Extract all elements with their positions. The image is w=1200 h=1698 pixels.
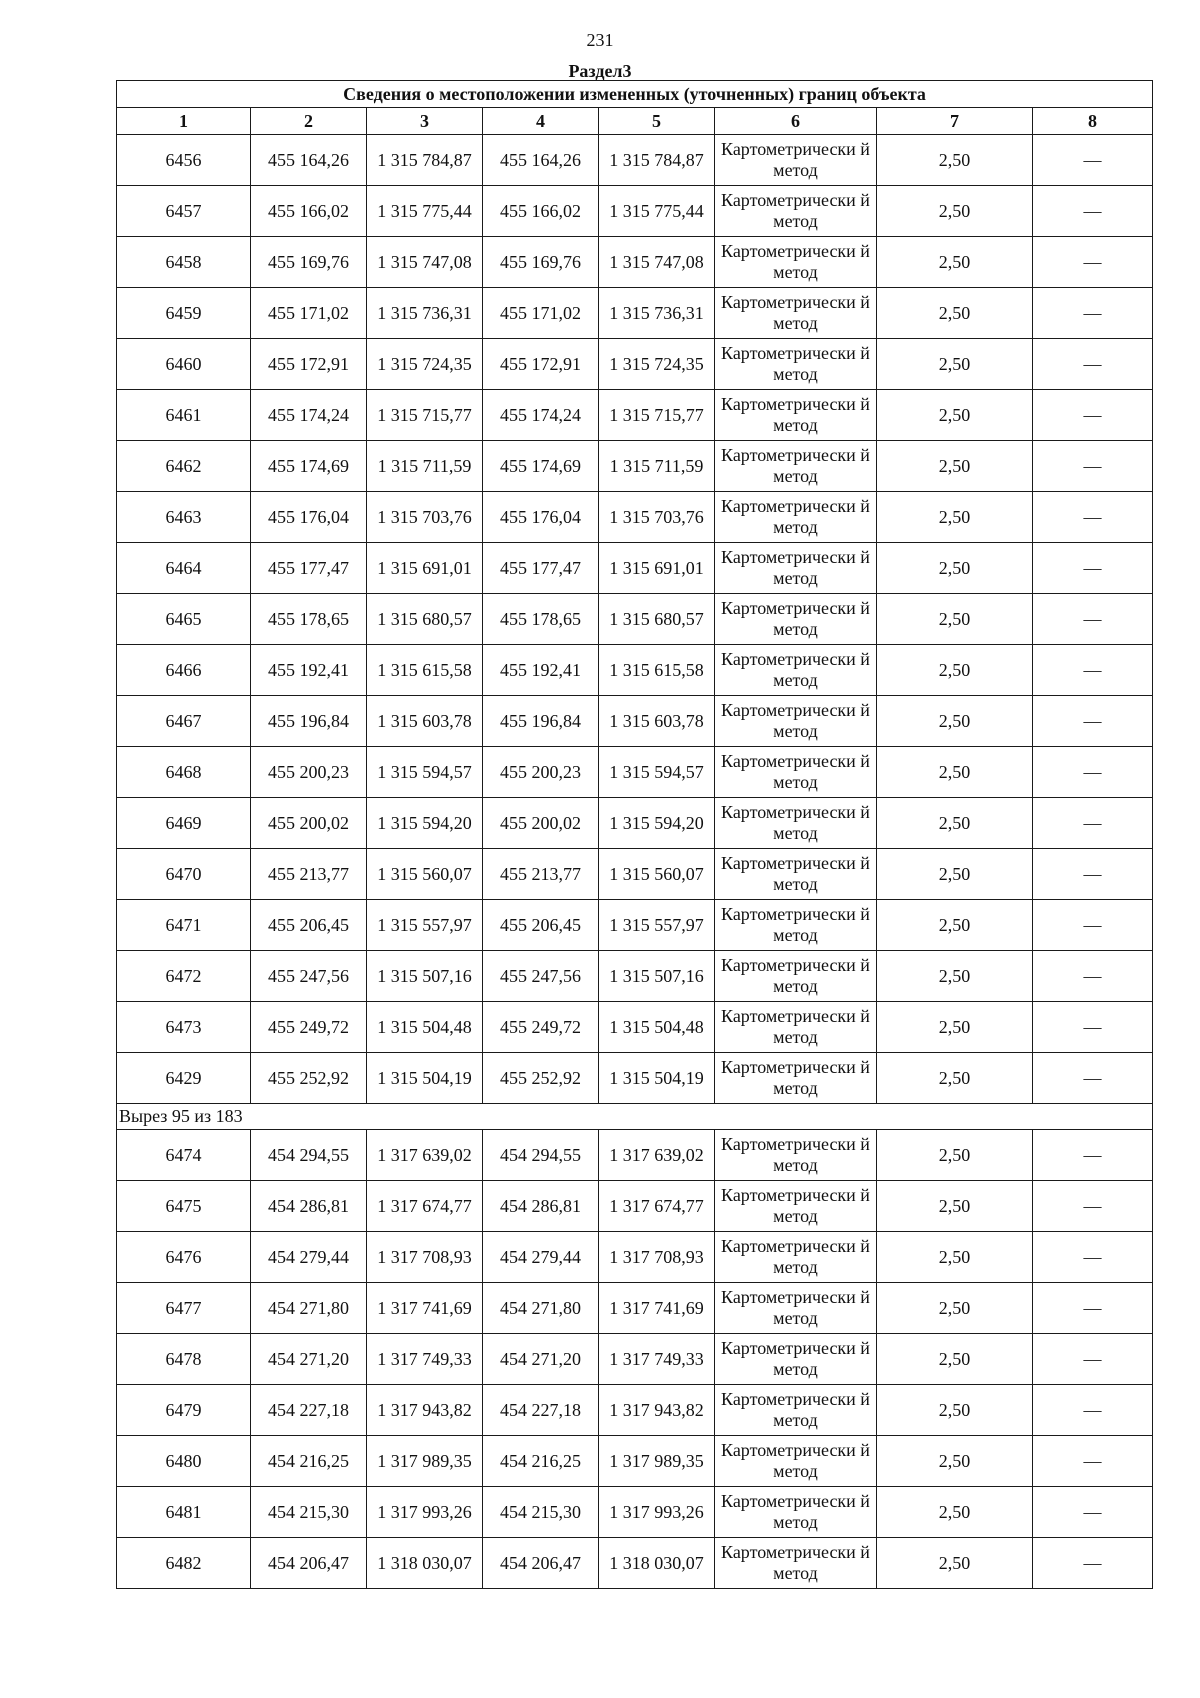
column-number-row	[117, 108, 1153, 135]
method-cell: Картометрически й метод	[715, 1130, 877, 1181]
table-row	[117, 1130, 1153, 1181]
y-new-cell: 1 315 680,57	[599, 594, 715, 645]
y-existing-cell: 1 315 615,58	[367, 645, 483, 696]
table-row	[117, 237, 1153, 288]
y-existing-cell: 1 315 691,01	[367, 543, 483, 594]
accuracy-cell: 2,50	[877, 288, 1033, 339]
y-existing-cell: 1 317 639,02	[367, 1130, 483, 1181]
table-row	[117, 951, 1153, 1002]
y-existing-cell: 1 315 557,97	[367, 900, 483, 951]
table-row	[117, 645, 1153, 696]
x-existing-cell: 455 200,23	[251, 747, 367, 798]
x-new-cell: 454 271,20	[483, 1334, 599, 1385]
method-cell: Картометрически й метод	[715, 135, 877, 186]
point-number-cell: 6462	[117, 441, 251, 492]
accuracy-cell: 2,50	[877, 1053, 1033, 1104]
y-existing-cell: 1 315 711,59	[367, 441, 483, 492]
x-existing-cell: 455 206,45	[251, 900, 367, 951]
y-new-cell: 1 317 708,93	[599, 1232, 715, 1283]
table-row	[117, 1232, 1153, 1283]
point-number-cell: 6461	[117, 390, 251, 441]
y-existing-cell: 1 315 775,44	[367, 186, 483, 237]
accuracy-cell: 2,50	[877, 1002, 1033, 1053]
point-number-cell: 6467	[117, 696, 251, 747]
x-new-cell: 455 178,65	[483, 594, 599, 645]
table-row	[117, 798, 1153, 849]
y-new-cell: 1 315 784,87	[599, 135, 715, 186]
y-new-cell: 1 315 560,07	[599, 849, 715, 900]
method-cell: Картометрически й метод	[715, 1436, 877, 1487]
y-new-cell: 1 317 943,82	[599, 1385, 715, 1436]
table-row	[117, 1487, 1153, 1538]
table-title: Сведения о местоположении измененных (уточненных) границ объекта	[117, 81, 1153, 108]
x-new-cell: 455 247,56	[483, 951, 599, 1002]
y-new-cell: 1 315 603,78	[599, 696, 715, 747]
column-number-7: 7	[877, 108, 1033, 135]
description-cell: —	[1033, 1487, 1153, 1538]
description-cell: —	[1033, 288, 1153, 339]
description-cell: —	[1033, 543, 1153, 594]
description-cell: —	[1033, 339, 1153, 390]
description-cell: —	[1033, 900, 1153, 951]
y-new-cell: 1 315 747,08	[599, 237, 715, 288]
y-new-cell: 1 315 504,48	[599, 1002, 715, 1053]
description-cell: —	[1033, 1053, 1153, 1104]
x-existing-cell: 455 213,77	[251, 849, 367, 900]
method-cell: Картометрически й метод	[715, 1385, 877, 1436]
x-existing-cell: 455 174,24	[251, 390, 367, 441]
table-row	[117, 492, 1153, 543]
y-new-cell: 1 317 674,77	[599, 1181, 715, 1232]
table-row	[117, 1002, 1153, 1053]
method-cell: Картометрически й метод	[715, 1181, 877, 1232]
y-existing-cell: 1 315 703,76	[367, 492, 483, 543]
description-cell: —	[1033, 135, 1153, 186]
table-row	[117, 1181, 1153, 1232]
x-new-cell: 454 286,81	[483, 1181, 599, 1232]
y-existing-cell: 1 315 736,31	[367, 288, 483, 339]
description-cell: —	[1033, 1181, 1153, 1232]
column-number-8: 8	[1033, 108, 1153, 135]
y-existing-cell: 1 315 680,57	[367, 594, 483, 645]
y-new-cell: 1 315 703,76	[599, 492, 715, 543]
x-existing-cell: 455 196,84	[251, 696, 367, 747]
column-number-2: 2	[251, 108, 367, 135]
description-cell: —	[1033, 645, 1153, 696]
point-number-cell: 6482	[117, 1538, 251, 1589]
point-number-cell: 6477	[117, 1283, 251, 1334]
y-existing-cell: 1 315 560,07	[367, 849, 483, 900]
method-cell: Картометрически й метод	[715, 798, 877, 849]
accuracy-cell: 2,50	[877, 798, 1033, 849]
description-cell: —	[1033, 390, 1153, 441]
point-number-cell: 6475	[117, 1181, 251, 1232]
x-new-cell: 455 172,91	[483, 339, 599, 390]
method-cell: Картометрически й метод	[715, 390, 877, 441]
x-new-cell: 455 196,84	[483, 696, 599, 747]
x-existing-cell: 454 215,30	[251, 1487, 367, 1538]
column-number-5: 5	[599, 108, 715, 135]
table-row	[117, 1283, 1153, 1334]
x-existing-cell: 455 171,02	[251, 288, 367, 339]
method-cell: Картометрически й метод	[715, 645, 877, 696]
point-number-cell: 6474	[117, 1130, 251, 1181]
table-row	[117, 288, 1153, 339]
y-new-cell: 1 315 615,58	[599, 645, 715, 696]
accuracy-cell: 2,50	[877, 951, 1033, 1002]
method-cell: Картометрически й метод	[715, 1487, 877, 1538]
accuracy-cell: 2,50	[877, 186, 1033, 237]
y-existing-cell: 1 315 504,48	[367, 1002, 483, 1053]
point-number-cell: 6469	[117, 798, 251, 849]
column-number-4: 4	[483, 108, 599, 135]
accuracy-cell: 2,50	[877, 645, 1033, 696]
point-number-cell: 6465	[117, 594, 251, 645]
method-cell: Картометрически й метод	[715, 1053, 877, 1104]
accuracy-cell: 2,50	[877, 1436, 1033, 1487]
accuracy-cell: 2,50	[877, 390, 1033, 441]
y-existing-cell: 1 315 594,57	[367, 747, 483, 798]
table-row	[117, 339, 1153, 390]
x-new-cell: 455 176,04	[483, 492, 599, 543]
table-body	[117, 135, 1153, 1589]
column-number-1: 1	[117, 108, 251, 135]
point-number-cell: 6479	[117, 1385, 251, 1436]
description-cell: —	[1033, 1436, 1153, 1487]
table-row	[117, 390, 1153, 441]
description-cell: —	[1033, 594, 1153, 645]
accuracy-cell: 2,50	[877, 135, 1033, 186]
method-cell: Картометрически й метод	[715, 186, 877, 237]
table-row	[117, 900, 1153, 951]
x-new-cell: 455 169,76	[483, 237, 599, 288]
x-existing-cell: 454 294,55	[251, 1130, 367, 1181]
point-number-cell: 6481	[117, 1487, 251, 1538]
point-number-cell: 6468	[117, 747, 251, 798]
y-new-cell: 1 315 504,19	[599, 1053, 715, 1104]
x-existing-cell: 455 177,47	[251, 543, 367, 594]
description-cell: —	[1033, 1385, 1153, 1436]
y-new-cell: 1 317 749,33	[599, 1334, 715, 1385]
column-number-3: 3	[367, 108, 483, 135]
y-existing-cell: 1 317 741,69	[367, 1283, 483, 1334]
point-number-cell: 6463	[117, 492, 251, 543]
column-number-6: 6	[715, 108, 877, 135]
accuracy-cell: 2,50	[877, 1130, 1033, 1181]
table-row	[117, 747, 1153, 798]
accuracy-cell: 2,50	[877, 237, 1033, 288]
group-label: Вырез 95 из 183	[117, 1104, 1153, 1130]
x-existing-cell: 455 247,56	[251, 951, 367, 1002]
y-new-cell: 1 315 724,35	[599, 339, 715, 390]
x-existing-cell: 454 271,80	[251, 1283, 367, 1334]
accuracy-cell: 2,50	[877, 492, 1033, 543]
y-existing-cell: 1 315 603,78	[367, 696, 483, 747]
x-new-cell: 455 200,23	[483, 747, 599, 798]
y-new-cell: 1 315 594,57	[599, 747, 715, 798]
x-existing-cell: 454 279,44	[251, 1232, 367, 1283]
y-existing-cell: 1 317 708,93	[367, 1232, 483, 1283]
description-cell: —	[1033, 1283, 1153, 1334]
method-cell: Картометрически й метод	[715, 849, 877, 900]
description-cell: —	[1033, 696, 1153, 747]
x-new-cell: 454 227,18	[483, 1385, 599, 1436]
table-row	[117, 1538, 1153, 1589]
y-new-cell: 1 315 711,59	[599, 441, 715, 492]
point-number-cell: 6456	[117, 135, 251, 186]
y-existing-cell: 1 317 943,82	[367, 1385, 483, 1436]
method-cell: Картометрически й метод	[715, 594, 877, 645]
x-new-cell: 454 271,80	[483, 1283, 599, 1334]
accuracy-cell: 2,50	[877, 441, 1033, 492]
description-cell: —	[1033, 747, 1153, 798]
method-cell: Картометрически й метод	[715, 237, 877, 288]
x-new-cell: 455 177,47	[483, 543, 599, 594]
y-new-cell: 1 315 691,01	[599, 543, 715, 594]
description-cell: —	[1033, 951, 1153, 1002]
x-new-cell: 454 216,25	[483, 1436, 599, 1487]
table-row	[117, 1436, 1153, 1487]
method-cell: Картометрически й метод	[715, 543, 877, 594]
method-cell: Картометрически й метод	[715, 696, 877, 747]
description-cell: —	[1033, 1334, 1153, 1385]
point-number-cell: 6471	[117, 900, 251, 951]
description-cell: —	[1033, 492, 1153, 543]
accuracy-cell: 2,50	[877, 1334, 1033, 1385]
description-cell: —	[1033, 237, 1153, 288]
description-cell: —	[1033, 1538, 1153, 1589]
x-existing-cell: 455 252,92	[251, 1053, 367, 1104]
table-row	[117, 441, 1153, 492]
table-row	[117, 543, 1153, 594]
point-number-cell: 6460	[117, 339, 251, 390]
point-number-cell: 6458	[117, 237, 251, 288]
x-existing-cell: 455 249,72	[251, 1002, 367, 1053]
point-number-cell: 6466	[117, 645, 251, 696]
accuracy-cell: 2,50	[877, 696, 1033, 747]
x-existing-cell: 455 176,04	[251, 492, 367, 543]
accuracy-cell: 2,50	[877, 594, 1033, 645]
y-new-cell: 1 318 030,07	[599, 1538, 715, 1589]
description-cell: —	[1033, 1002, 1153, 1053]
x-new-cell: 455 213,77	[483, 849, 599, 900]
x-existing-cell: 455 164,26	[251, 135, 367, 186]
accuracy-cell: 2,50	[877, 1538, 1033, 1589]
method-cell: Картометрически й метод	[715, 441, 877, 492]
x-new-cell: 455 192,41	[483, 645, 599, 696]
y-existing-cell: 1 317 674,77	[367, 1181, 483, 1232]
table-row	[117, 1334, 1153, 1385]
method-cell: Картометрически й метод	[715, 1232, 877, 1283]
y-existing-cell: 1 315 507,16	[367, 951, 483, 1002]
y-existing-cell: 1 315 747,08	[367, 237, 483, 288]
point-number-cell: 6480	[117, 1436, 251, 1487]
x-new-cell: 454 215,30	[483, 1487, 599, 1538]
x-new-cell: 454 279,44	[483, 1232, 599, 1283]
y-existing-cell: 1 317 993,26	[367, 1487, 483, 1538]
point-number-cell: 6472	[117, 951, 251, 1002]
method-cell: Картометрически й метод	[715, 1334, 877, 1385]
y-existing-cell: 1 317 749,33	[367, 1334, 483, 1385]
description-cell: —	[1033, 1232, 1153, 1283]
description-cell: —	[1033, 798, 1153, 849]
point-number-cell: 6478	[117, 1334, 251, 1385]
x-existing-cell: 455 174,69	[251, 441, 367, 492]
table-row	[117, 186, 1153, 237]
y-new-cell: 1 315 736,31	[599, 288, 715, 339]
x-existing-cell: 454 206,47	[251, 1538, 367, 1589]
section-heading: Раздел3	[568, 61, 632, 81]
accuracy-cell: 2,50	[877, 1232, 1033, 1283]
description-cell: —	[1033, 849, 1153, 900]
y-new-cell: 1 315 775,44	[599, 186, 715, 237]
x-new-cell: 455 174,24	[483, 390, 599, 441]
table-row	[117, 594, 1153, 645]
method-cell: Картометрически й метод	[715, 747, 877, 798]
table-row	[117, 696, 1153, 747]
x-new-cell: 455 206,45	[483, 900, 599, 951]
y-new-cell: 1 315 594,20	[599, 798, 715, 849]
table-row	[117, 135, 1153, 186]
x-existing-cell: 454 286,81	[251, 1181, 367, 1232]
x-existing-cell: 455 178,65	[251, 594, 367, 645]
y-existing-cell: 1 317 989,35	[367, 1436, 483, 1487]
accuracy-cell: 2,50	[877, 1283, 1033, 1334]
point-number-cell: 6464	[117, 543, 251, 594]
y-existing-cell: 1 315 715,77	[367, 390, 483, 441]
point-number-cell: 6476	[117, 1232, 251, 1283]
table-row	[117, 849, 1153, 900]
accuracy-cell: 2,50	[877, 900, 1033, 951]
point-number-cell: 6473	[117, 1002, 251, 1053]
y-new-cell: 1 317 993,26	[599, 1487, 715, 1538]
point-number-cell: 6457	[117, 186, 251, 237]
accuracy-cell: 2,50	[877, 1385, 1033, 1436]
method-cell: Картометрически й метод	[715, 1538, 877, 1589]
x-new-cell: 454 206,47	[483, 1538, 599, 1589]
x-existing-cell: 455 192,41	[251, 645, 367, 696]
x-existing-cell: 455 200,02	[251, 798, 367, 849]
point-number-cell: 6470	[117, 849, 251, 900]
x-existing-cell: 455 169,76	[251, 237, 367, 288]
method-cell: Картометрически й метод	[715, 1283, 877, 1334]
accuracy-cell: 2,50	[877, 747, 1033, 798]
description-cell: —	[1033, 1130, 1153, 1181]
method-cell: Картометрически й метод	[715, 1002, 877, 1053]
x-new-cell: 455 252,92	[483, 1053, 599, 1104]
x-existing-cell: 454 271,20	[251, 1334, 367, 1385]
x-existing-cell: 454 227,18	[251, 1385, 367, 1436]
y-new-cell: 1 315 557,97	[599, 900, 715, 951]
accuracy-cell: 2,50	[877, 543, 1033, 594]
x-existing-cell: 455 172,91	[251, 339, 367, 390]
x-new-cell: 455 164,26	[483, 135, 599, 186]
table-row	[117, 1053, 1153, 1104]
description-cell: —	[1033, 186, 1153, 237]
accuracy-cell: 2,50	[877, 849, 1033, 900]
y-existing-cell: 1 315 724,35	[367, 339, 483, 390]
y-new-cell: 1 317 741,69	[599, 1283, 715, 1334]
accuracy-cell: 2,50	[877, 1181, 1033, 1232]
x-new-cell: 455 200,02	[483, 798, 599, 849]
table-row	[117, 1385, 1153, 1436]
x-existing-cell: 454 216,25	[251, 1436, 367, 1487]
boundary-coordinates-table	[116, 80, 1153, 1589]
y-new-cell: 1 317 989,35	[599, 1436, 715, 1487]
x-new-cell: 455 174,69	[483, 441, 599, 492]
method-cell: Картометрически й метод	[715, 900, 877, 951]
y-existing-cell: 1 315 504,19	[367, 1053, 483, 1104]
x-new-cell: 455 166,02	[483, 186, 599, 237]
method-cell: Картометрически й метод	[715, 288, 877, 339]
method-cell: Картометрически й метод	[715, 492, 877, 543]
point-number-cell: 6429	[117, 1053, 251, 1104]
x-new-cell: 455 171,02	[483, 288, 599, 339]
x-existing-cell: 455 166,02	[251, 186, 367, 237]
accuracy-cell: 2,50	[877, 1487, 1033, 1538]
page-number: 231	[586, 30, 614, 50]
y-new-cell: 1 315 507,16	[599, 951, 715, 1002]
method-cell: Картометрически й метод	[715, 951, 877, 1002]
y-new-cell: 1 317 639,02	[599, 1130, 715, 1181]
y-existing-cell: 1 315 594,20	[367, 798, 483, 849]
x-new-cell: 455 249,72	[483, 1002, 599, 1053]
y-existing-cell: 1 315 784,87	[367, 135, 483, 186]
point-number-cell: 6459	[117, 288, 251, 339]
description-cell: —	[1033, 441, 1153, 492]
x-new-cell: 454 294,55	[483, 1130, 599, 1181]
y-new-cell: 1 315 715,77	[599, 390, 715, 441]
group-label-row	[117, 1104, 1153, 1130]
accuracy-cell: 2,50	[877, 339, 1033, 390]
method-cell: Картометрически й метод	[715, 339, 877, 390]
y-existing-cell: 1 318 030,07	[367, 1538, 483, 1589]
